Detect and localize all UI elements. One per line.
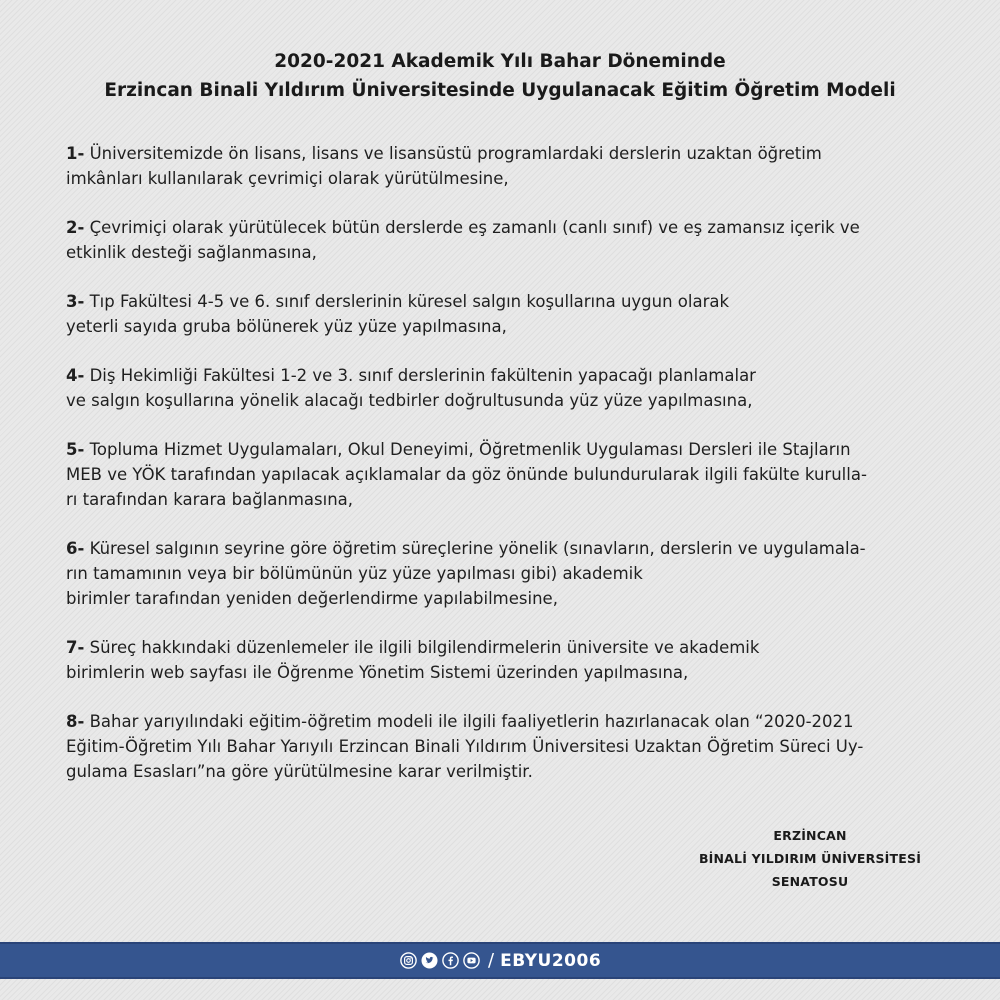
item-number: 1- [66,144,85,163]
item-number: 6- [66,539,85,558]
item-text: yeterli sayıda gruba bölünerek yüz yüze yapılmasına, [66,317,507,336]
facebook-icon[interactable] [442,952,459,969]
decision-item-6 [66,536,946,611]
decision-item-5 [66,437,946,512]
item-number: 2- [66,218,85,237]
social-footer-bar [0,942,1000,979]
twitter-icon[interactable] [421,952,438,969]
item-number: 4- [66,366,85,385]
decision-item-1 [66,141,946,191]
item-text: Tıp Fakültesi 4-5 ve 6. sınıf derslerinin küresel salgın koşullarına uygun olarak [89,292,730,311]
item-text: Süreç hakkındaki düzenlemeler ile ilgili bilgilendirmelerin üniversite ve akademik [89,638,760,657]
item-text: birimlerin web sayfası ile Öğrenme Yönetim Sistemi üzerinden yapılmasına, [66,663,689,682]
item-text: Topluma Hizmet Uygulamaları, Okul Deneyimi, Öğretmenlik Uygulaması Dersleri ile Stajların [89,440,851,459]
item-number: 3- [66,292,85,311]
senate-signature [660,824,960,893]
document-title [0,47,1000,105]
decision-item-2 [66,215,946,265]
item-number: 7- [66,638,85,657]
item-text: Üniversitemizde ön lisans, lisans ve lisansüstü programlardaki derslerin uzaktan öğretim [89,144,822,163]
social-footer [400,944,601,977]
instagram-icon[interactable] [400,952,417,969]
item-text: birimler tarafından yeniden değerlendirme yapılabilmesine, [66,589,558,608]
item-text: etkinlik desteği sağlanmasına, [66,243,317,262]
item-text: Bahar yarıyılındaki eğitim-öğretim modeli ile ilgili faaliyetlerin hazırlanacak olan “2020-2021 [89,712,854,731]
item-text: Diş Hekimliği Fakültesi 1-2 ve 3. sınıf derslerinin fakültenin yapacağı planlamalar [89,366,756,385]
item-text: rı tarafından karara bağlanmasına, [66,490,354,509]
title-line-1: 2020-2021 Akademik Yılı Bahar Döneminde [274,51,726,72]
signature-line-1: ERZİNCAN [773,828,847,843]
decision-item-7 [66,635,946,685]
decision-item-4 [66,363,946,413]
item-text: rın tamamının veya bir bölümünün yüz yüze yapılması gibi) akademik [66,564,643,583]
item-number: 8- [66,712,85,731]
decision-list [66,141,946,808]
item-text: imkânları kullanılarak çevrimiçi olarak yürütülmesine, [66,169,509,188]
decision-item-8 [66,709,946,784]
item-text: gulama Esasları”na göre yürütülmesine karar verilmiştir. [66,762,533,781]
item-text: ve salgın koşullarına yönelik alacağı tedbirler doğrultusunda yüz yüze yapılmasına, [66,391,753,410]
item-text: Eğitim-Öğretim Yılı Bahar Yarıyılı Erzincan Binali Yıldırım Üniversitesi Uzaktan Öğretim Süreci Uy- [66,737,864,756]
signature-line-2: BİNALİ YILDIRIM ÜNİVERSİTESİ [698,851,922,866]
item-text: Küresel salgının seyrine göre öğretim süreçlerine yönelik (sınavların, derslerin ve uygulamala- [89,539,866,558]
signature-line-3: SENATOSU [771,874,849,889]
title-line-2: Erzincan Binali Yıldırım Üniversitesinde Uygulanacak Eğitim Öğretim Modeli [104,80,896,101]
youtube-icon[interactable] [463,952,480,969]
item-text: Çevrimiçi olarak yürütülecek bütün derslerde eş zamanlı (canlı sınıf) ve eş zamansız içerik ve [89,218,860,237]
item-text: MEB ve YÖK tarafından yapılacak açıklamalar da göz önünde bulundurularak ilgili fakülte kurulla- [66,465,867,484]
decision-item-3 [66,289,946,339]
social-handle[interactable]: EBYU2006 [500,950,602,971]
footer-separator: / [488,950,495,971]
item-number: 5- [66,440,85,459]
